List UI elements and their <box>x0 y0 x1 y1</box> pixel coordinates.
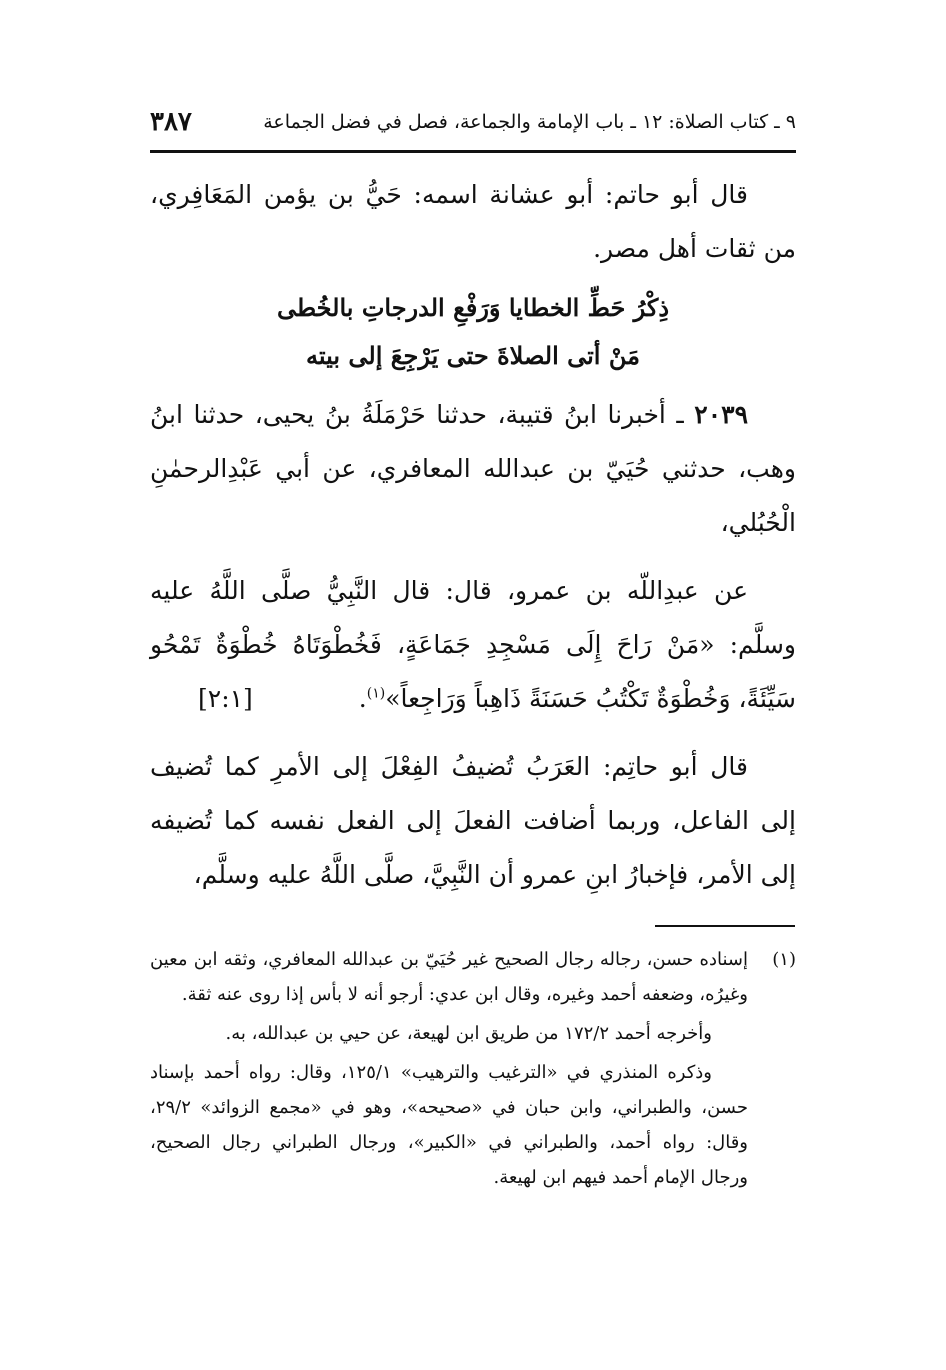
main-text <box>150 168 796 902</box>
hadith-reference: [٢:١] <box>198 684 253 713</box>
footnotes <box>150 942 796 1195</box>
footnote-1-paragraph-1 <box>150 942 796 1012</box>
hadith-number: ٢٠٣٩ <box>694 400 748 429</box>
page-header <box>150 100 796 144</box>
footnote-1-text: إسناده حسن، رجاله رجال الصحيح غير حُيَيّ بن عبدالله المعافري، وثقه ابن معين وغيرُه، وضعفه أحمد وغيره، وقال ابن عدي: أرجو أنه لا بأس إذا روى عنه ثقة. <box>150 949 748 1005</box>
section-heading-line-2: مَنْ أتى الصلاةَ حتى يَرْجِعَ إلى بيته <box>306 341 640 370</box>
isnad-text: ـ أخبرنا ابنُ قتيبة، حدثنا حَرْمَلَةُ بنُ يحيى، حدثنا ابنُ وهب، حدثني حُيَيّ بن عبدالله المعافري، عن أبي عَبْدِالرحمٰنِ الْحُبُلي، <box>150 400 796 537</box>
footnote-marker: (١) <box>366 685 386 702</box>
footnote-number: (١) <box>772 949 796 970</box>
intro-paragraph: قال أبو حاتم: أبو عشانة اسمه: حَيُّ بن يؤمن المَعَافِري، من ثقات أهل مصر. <box>150 180 796 263</box>
header-rule <box>150 150 796 153</box>
matn-text: عن عبدِاللّه بن عمرو، قال: قال النَّبِيُّ صلَّى اللَّهُ عليه وسلَّم: «مَنْ رَاحَ إِلَى مَسْجِدِ جَمَاعَةٍ، فَخُطْوَتَاهُ خُطْوَةٌ تَمْحُو سَيِّئَةً، وَخُطْوَةٌ تَكْتُبُ حَسَنَةً ذَاهِباً وَرَاجِعاً» <box>150 576 796 713</box>
section-heading-line-1: ذِكْرُ حَطِّ الخطايا وَرَفْعِ الدرجاتِ بالخُطى <box>276 293 670 322</box>
page-number: ٣٨٧ <box>150 107 192 137</box>
matn-paragraph <box>150 564 796 726</box>
footnote-1-paragraph-2: وأخرجه أحمد ١٧٢/٢ من طريق ابن لهيعة، عن حيي بن عبدالله، به. <box>225 1023 712 1044</box>
footnote-1-paragraph-3: وذكره المنذري في «الترغيب والترهيب» ١٢٥/١، وقال: رواه أحمد بإسناد حسن، والطبراني، وابن حبان في «صحيحه»، وهو في «مجمع الزوائد» ٢٩/٢، وقال: رواه أحمد، والطبراني في «الكبير»، ورجال الطبراني رجال الصحيح، ورجال الإمام أحمد فيهم ابن لهيعة. <box>150 1062 748 1188</box>
matn-end: . <box>358 684 367 713</box>
isnad-paragraph <box>150 388 796 550</box>
footnote-rule <box>655 925 795 927</box>
commentary-paragraph: قال أبو حاتِم: العَرَبُ تُضيفُ الفِعْلَ إلى الأمرِ كما تُضيف إلى الفاعل، وربما أضافت الفعلَ إلى الفعل نفسه كما تُضيفه إلى الأمر، فإخبارُ ابنِ عمرو أن النَّبِيَّ، صلَّى اللَّهُ عليه وسلَّم، <box>150 752 796 889</box>
running-title: ٩ ـ كتاب الصلاة: ١٢ ـ باب الإمامة والجماعة، فصل في فضل الجماعة <box>263 111 796 133</box>
